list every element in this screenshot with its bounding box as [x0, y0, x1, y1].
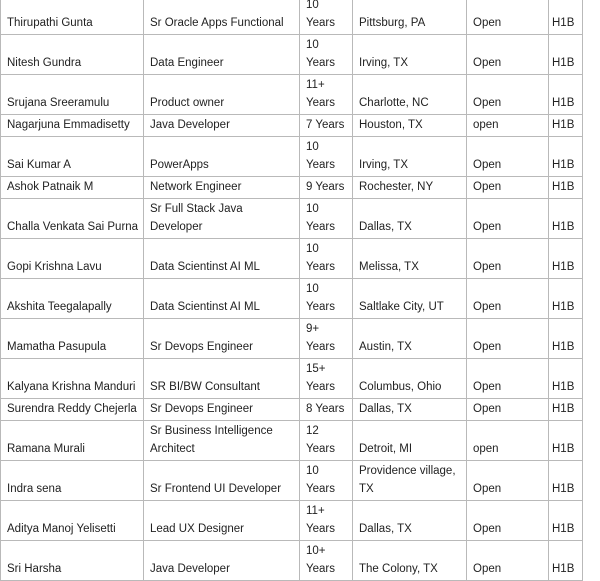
candidate-experience: 10 Years [300, 461, 353, 501]
candidate-location: The Colony, TX [353, 541, 467, 581]
candidate-experience: 10 Years [300, 279, 353, 319]
candidate-experience: 10+ Years [300, 541, 353, 581]
candidate-visa: H1B [549, 279, 583, 319]
table-row [1, 115, 583, 137]
candidate-experience: 12 Years [300, 421, 353, 461]
candidate-status: Open [467, 239, 549, 279]
candidate-visa: H1B [549, 115, 583, 137]
candidate-role: Sr Devops Engineer [144, 319, 300, 359]
table-row [1, 541, 583, 581]
candidate-name: Gopi Krishna Lavu [1, 239, 144, 279]
candidate-visa: H1B [549, 421, 583, 461]
candidate-visa: H1B [549, 541, 583, 581]
candidate-status: Open [467, 199, 549, 239]
candidate-role: Data Scientinst AI ML [144, 239, 300, 279]
table-row [1, 199, 583, 239]
candidate-location: Charlotte, NC [353, 75, 467, 115]
candidate-name: Thirupathi Gunta [1, 0, 144, 35]
candidate-role: Java Developer [144, 541, 300, 581]
candidate-visa: H1B [549, 319, 583, 359]
candidate-experience: 10 Years [300, 0, 353, 35]
table-row [1, 0, 583, 35]
candidate-status: Open [467, 461, 549, 501]
candidate-role: Java Developer [144, 115, 300, 137]
table-row [1, 239, 583, 279]
candidate-name: Srujana Sreeramulu [1, 75, 144, 115]
candidate-visa: H1B [549, 35, 583, 75]
candidate-visa: H1B [549, 239, 583, 279]
candidate-visa: H1B [549, 0, 583, 35]
candidate-role: Sr Oracle Apps Functional [144, 0, 300, 35]
candidate-status: Open [467, 177, 549, 199]
candidate-status: Open [467, 0, 549, 35]
candidate-role: Product owner [144, 75, 300, 115]
candidate-visa: H1B [549, 501, 583, 541]
candidate-role: Sr Full Stack Java Developer [144, 199, 300, 239]
table-row [1, 75, 583, 115]
candidate-location: Rochester, NY [353, 177, 467, 199]
table-row [1, 359, 583, 399]
candidate-role: SR BI/BW Consultant [144, 359, 300, 399]
candidate-status: open [467, 115, 549, 137]
candidate-status: Open [467, 399, 549, 421]
candidate-experience: 7 Years [300, 115, 353, 137]
table-row [1, 501, 583, 541]
candidate-role: Sr Business Intelligence Architect [144, 421, 300, 461]
candidate-name: Akshita Teegalapally [1, 279, 144, 319]
candidate-location: Austin, TX [353, 319, 467, 359]
candidate-visa: H1B [549, 75, 583, 115]
candidate-role: Network Engineer [144, 177, 300, 199]
candidate-location: Irving, TX [353, 35, 467, 75]
candidate-role: Data Engineer [144, 35, 300, 75]
candidate-name: Surendra Reddy Chejerla [1, 399, 144, 421]
table-row [1, 461, 583, 501]
candidate-name: Nitesh Gundra [1, 35, 144, 75]
candidate-location: Providence village, TX [353, 461, 467, 501]
candidate-name: Challa Venkata Sai Purna [1, 199, 144, 239]
candidate-experience: 11+ Years [300, 501, 353, 541]
candidate-status: Open [467, 319, 549, 359]
candidate-experience: 10 Years [300, 239, 353, 279]
candidate-location: Dallas, TX [353, 199, 467, 239]
candidate-status: Open [467, 75, 549, 115]
candidate-visa: H1B [549, 177, 583, 199]
candidate-role: Data Scientinst AI ML [144, 279, 300, 319]
candidate-experience: 10 Years [300, 137, 353, 177]
candidate-experience: 9+ Years [300, 319, 353, 359]
candidate-name: Sri Harsha [1, 541, 144, 581]
candidate-experience: 15+ Years [300, 359, 353, 399]
candidate-name: Aditya Manoj Yelisetti [1, 501, 144, 541]
candidate-name: Ashok Patnaik M [1, 177, 144, 199]
candidate-experience: 8 Years [300, 399, 353, 421]
candidate-name: Sai Kumar A [1, 137, 144, 177]
table-row [1, 137, 583, 177]
candidate-location: Dallas, TX [353, 399, 467, 421]
table-row [1, 177, 583, 199]
table-row [1, 319, 583, 359]
candidate-role: Sr Frontend UI Developer [144, 461, 300, 501]
candidate-visa: H1B [549, 359, 583, 399]
candidate-location: Saltlake City, UT [353, 279, 467, 319]
candidate-role: Lead UX Designer [144, 501, 300, 541]
candidate-location: Columbus, Ohio [353, 359, 467, 399]
table-row [1, 279, 583, 319]
table-row [1, 35, 583, 75]
candidate-name: Nagarjuna Emmadisetty [1, 115, 144, 137]
candidate-location: Houston, TX [353, 115, 467, 137]
candidate-visa: H1B [549, 137, 583, 177]
candidate-role: PowerApps [144, 137, 300, 177]
candidate-visa: H1B [549, 199, 583, 239]
candidate-name: Mamatha Pasupula [1, 319, 144, 359]
candidate-experience: 10 Years [300, 35, 353, 75]
candidate-visa: H1B [549, 461, 583, 501]
candidate-status: Open [467, 541, 549, 581]
candidate-experience: 9 Years [300, 177, 353, 199]
candidate-location: Irving, TX [353, 137, 467, 177]
candidate-location: Dallas, TX [353, 501, 467, 541]
candidate-status: open [467, 421, 549, 461]
table-row [1, 421, 583, 461]
candidate-location: Pittsburg, PA [353, 0, 467, 35]
candidate-status: Open [467, 359, 549, 399]
candidate-status: Open [467, 35, 549, 75]
candidate-status: Open [467, 501, 549, 541]
candidate-visa: H1B [549, 399, 583, 421]
candidate-status: Open [467, 137, 549, 177]
candidate-status: Open [467, 279, 549, 319]
candidate-name: Kalyana Krishna Manduri [1, 359, 144, 399]
candidate-experience: 11+ Years [300, 75, 353, 115]
candidate-location: Melissa, TX [353, 239, 467, 279]
candidate-experience: 10 Years [300, 199, 353, 239]
candidate-name: Indra sena [1, 461, 144, 501]
candidate-location: Detroit, MI [353, 421, 467, 461]
candidate-role: Sr Devops Engineer [144, 399, 300, 421]
table-row [1, 399, 583, 421]
candidate-name: Ramana Murali [1, 421, 144, 461]
